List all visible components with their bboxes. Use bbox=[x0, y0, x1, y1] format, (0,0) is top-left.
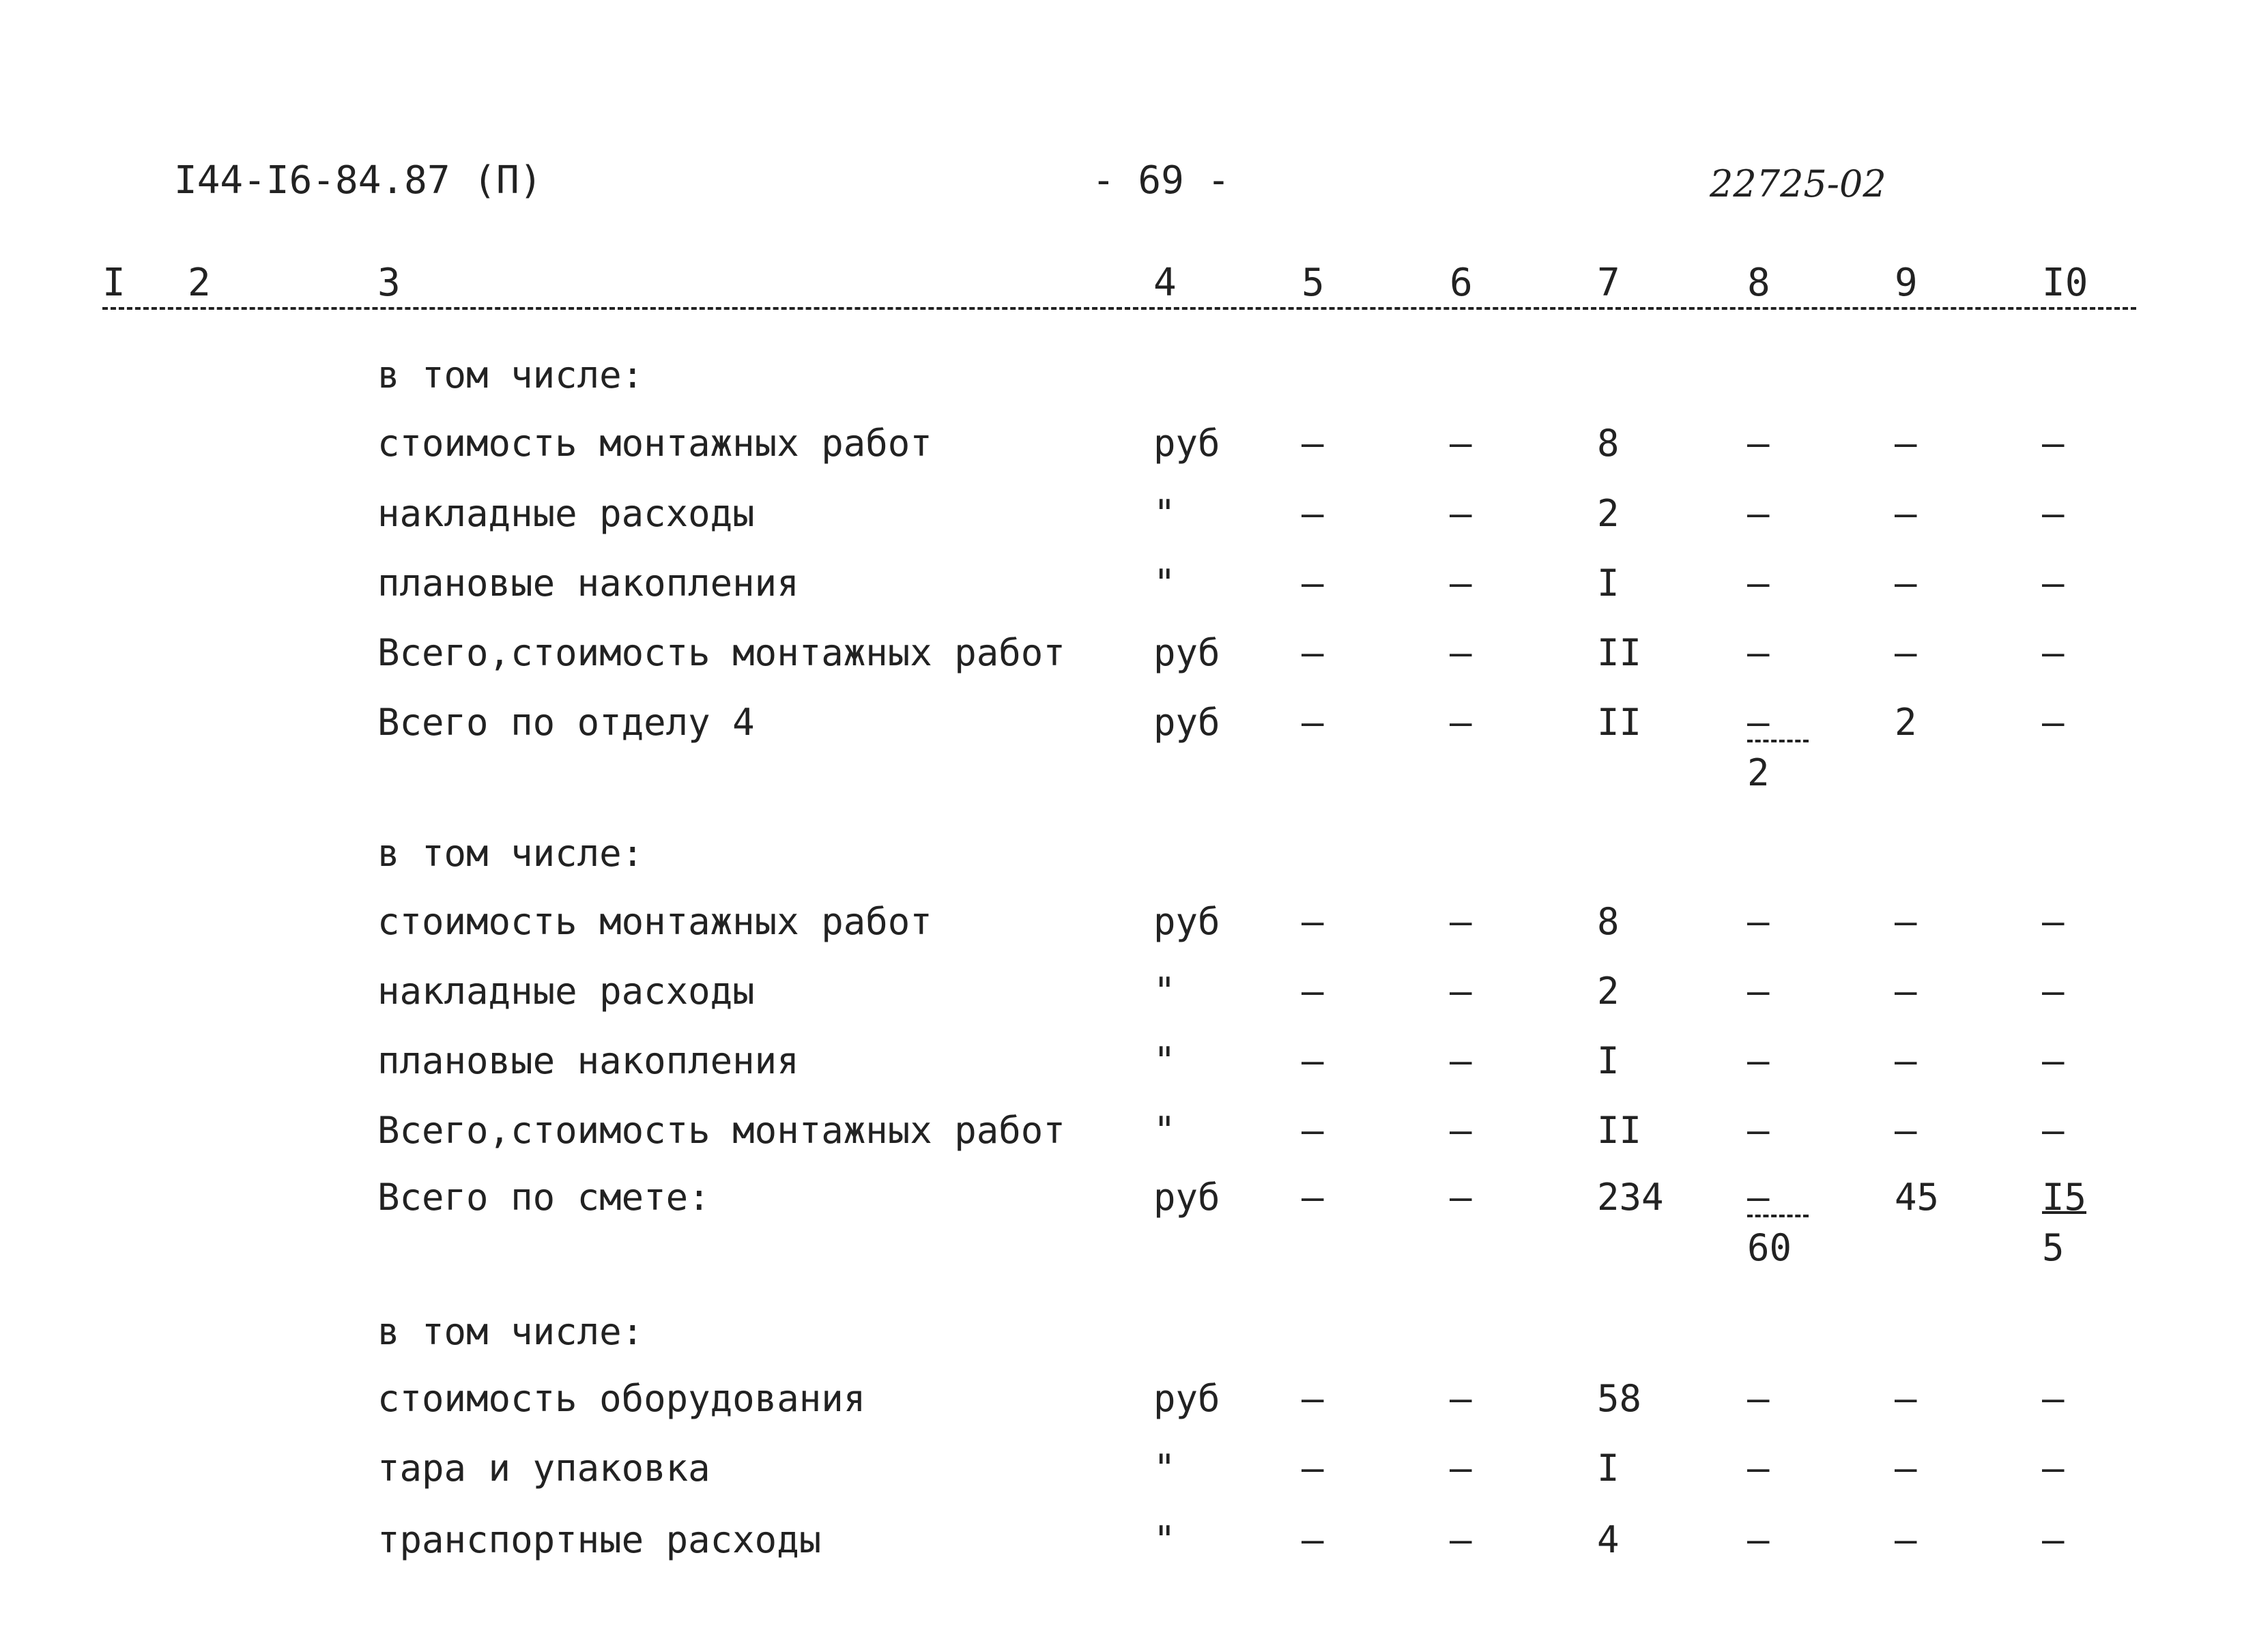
value-text: – bbox=[2042, 631, 2065, 674]
value-text: 234 bbox=[1597, 1176, 1664, 1219]
value-cell-c9 bbox=[1895, 1516, 1917, 1564]
unit-cell: " bbox=[1153, 492, 1176, 535]
value-cell-c5 bbox=[1302, 699, 1324, 747]
value-subtext: 2 bbox=[1747, 751, 1770, 794]
value-text: – bbox=[2042, 1447, 2065, 1490]
value-cell-c10 bbox=[2042, 1037, 2065, 1085]
unit-cell: руб bbox=[1153, 1176, 1220, 1219]
value-cell-c5 bbox=[1302, 1107, 1324, 1155]
value-cell-c6 bbox=[1450, 1037, 1472, 1085]
value-cell-c6 bbox=[1450, 1107, 1472, 1155]
column-header: 8 bbox=[1747, 261, 1770, 305]
table-row bbox=[0, 1516, 2257, 1571]
value-subtext: 60 bbox=[1747, 1226, 1792, 1269]
value-text: – bbox=[1450, 492, 1472, 535]
value-cell-c6 bbox=[1450, 1516, 1472, 1564]
value-text: – bbox=[1450, 562, 1472, 605]
value-text: – bbox=[1450, 1447, 1472, 1490]
table-row bbox=[0, 1037, 2257, 1092]
table-row bbox=[0, 830, 2257, 884]
value-cell-c9 bbox=[1895, 1445, 1917, 1492]
value-cell-c10 bbox=[2042, 1107, 2065, 1155]
value-cell-c8 bbox=[1747, 420, 1770, 467]
value-text: – bbox=[1747, 1180, 1809, 1217]
value-cell-c5 bbox=[1302, 1174, 1324, 1221]
value-text: – bbox=[1302, 900, 1324, 943]
column-header: 9 bbox=[1895, 261, 1918, 305]
value-cell-c7 bbox=[1597, 490, 1620, 538]
value-cell-c6 bbox=[1450, 490, 1472, 538]
value-cell-c6 bbox=[1450, 898, 1472, 946]
value-text: – bbox=[1895, 631, 1917, 674]
value-text: – bbox=[1747, 492, 1770, 535]
value-cell-c7 bbox=[1597, 968, 1620, 1015]
value-cell-c5 bbox=[1302, 968, 1324, 1015]
table-row bbox=[0, 490, 2257, 545]
value-text: II bbox=[1597, 1109, 1642, 1152]
value-text: – bbox=[1895, 492, 1917, 535]
table-row bbox=[0, 1107, 2257, 1161]
value-text: – bbox=[1895, 1039, 1917, 1082]
value-cell-c6 bbox=[1450, 629, 1472, 677]
value-text: 2 bbox=[1597, 492, 1620, 535]
value-text: – bbox=[1895, 562, 1917, 605]
value-text: – bbox=[2042, 970, 2065, 1013]
column-header: 3 bbox=[377, 261, 401, 305]
value-cell-c6 bbox=[1450, 1375, 1472, 1423]
value-text: 45 bbox=[1895, 1176, 1940, 1219]
value-text: – bbox=[1450, 701, 1472, 744]
value-text: – bbox=[1302, 1176, 1324, 1219]
value-cell-c6 bbox=[1450, 1445, 1472, 1492]
value-text: – bbox=[1895, 1447, 1917, 1490]
value-text: – bbox=[1895, 1109, 1917, 1152]
value-text: – bbox=[1747, 1109, 1770, 1152]
value-text: – bbox=[2042, 422, 2065, 465]
value-text: – bbox=[1302, 1377, 1324, 1420]
row-label: Всего по отделу 4 bbox=[377, 701, 755, 744]
value-cell-c7 bbox=[1597, 1516, 1620, 1564]
value-text: – bbox=[1450, 1377, 1472, 1420]
value-text: – bbox=[1747, 562, 1770, 605]
table-row bbox=[0, 1308, 2257, 1363]
value-cell-c9 bbox=[1895, 1107, 1917, 1155]
value-text: II bbox=[1597, 631, 1642, 674]
value-text: I bbox=[1597, 562, 1620, 605]
column-header: I0 bbox=[2042, 261, 2088, 305]
value-cell-c5 bbox=[1302, 560, 1324, 607]
row-label: стоимость оборудования bbox=[377, 1377, 866, 1420]
column-header: I bbox=[102, 261, 126, 305]
unit-cell: " bbox=[1153, 562, 1176, 605]
value-cell-c5 bbox=[1302, 898, 1324, 946]
row-label: плановые накопления bbox=[377, 562, 799, 605]
value-cell-c8 bbox=[1747, 1445, 1770, 1492]
value-cell-c6 bbox=[1450, 968, 1472, 1015]
value-cell-c10 bbox=[2042, 1174, 2087, 1269]
value-cell-c6 bbox=[1450, 699, 1472, 747]
value-text: – bbox=[1302, 492, 1324, 535]
table-row bbox=[0, 560, 2257, 614]
row-label: Всего по смете: bbox=[377, 1176, 710, 1219]
value-cell-c8 bbox=[1747, 560, 1770, 607]
row-label: Всего,стоимость монтажных работ bbox=[377, 1109, 1065, 1152]
value-text: – bbox=[1302, 1518, 1324, 1561]
value-text: 58 bbox=[1597, 1377, 1642, 1420]
value-cell-c7 bbox=[1597, 560, 1620, 607]
value-text: – bbox=[1302, 422, 1324, 465]
value-cell-c5 bbox=[1302, 490, 1324, 538]
value-text: – bbox=[1450, 631, 1472, 674]
value-cell-c7 bbox=[1597, 1174, 1664, 1221]
row-label: Всего,стоимость монтажных работ bbox=[377, 631, 1065, 674]
value-text: – bbox=[1747, 422, 1770, 465]
value-cell-c9 bbox=[1895, 560, 1917, 607]
unit-cell: руб bbox=[1153, 900, 1220, 943]
value-cell-c7 bbox=[1597, 1375, 1641, 1423]
column-header: 6 bbox=[1450, 261, 1473, 305]
value-cell-c10 bbox=[2042, 968, 2065, 1015]
value-cell-c5 bbox=[1302, 1445, 1324, 1492]
value-cell-c5 bbox=[1302, 420, 1324, 467]
unit-cell: " bbox=[1153, 1109, 1176, 1152]
value-text: 4 bbox=[1597, 1518, 1620, 1561]
column-header-row bbox=[102, 259, 2136, 310]
value-cell-c8 bbox=[1747, 490, 1770, 538]
row-label: в том числе: bbox=[377, 1310, 644, 1353]
row-label: в том числе: bbox=[377, 832, 644, 875]
value-cell-c9 bbox=[1895, 490, 1917, 538]
row-label: накладные расходы bbox=[377, 492, 755, 535]
value-cell-c7 bbox=[1597, 420, 1620, 467]
value-cell-c5 bbox=[1302, 1516, 1324, 1564]
value-text: – bbox=[1895, 422, 1917, 465]
value-text: – bbox=[1302, 1109, 1324, 1152]
value-cell-c7 bbox=[1597, 629, 1641, 677]
value-text: – bbox=[1747, 1447, 1770, 1490]
value-text: – bbox=[1747, 1377, 1770, 1420]
value-text: II bbox=[1597, 701, 1642, 744]
value-text: – bbox=[2042, 701, 2065, 744]
unit-cell: " bbox=[1153, 1518, 1176, 1561]
table-row bbox=[0, 351, 2257, 406]
value-text: I bbox=[1597, 1039, 1620, 1082]
value-text: – bbox=[2042, 1039, 2065, 1082]
value-text: – bbox=[1747, 1039, 1770, 1082]
table-row bbox=[0, 420, 2257, 474]
value-cell-c10 bbox=[2042, 1375, 2065, 1423]
row-label: в том числе: bbox=[377, 353, 644, 396]
value-text: 2 bbox=[1895, 701, 1917, 744]
value-text: – bbox=[1747, 1518, 1770, 1561]
unit-cell: руб bbox=[1153, 631, 1220, 674]
value-text: – bbox=[1302, 701, 1324, 744]
value-text: – bbox=[1895, 970, 1917, 1013]
value-text: – bbox=[1747, 900, 1770, 943]
value-cell-c10 bbox=[2042, 699, 2065, 747]
value-text: 8 bbox=[1597, 422, 1620, 465]
value-cell-c8 bbox=[1747, 898, 1770, 946]
value-cell-c9 bbox=[1895, 898, 1917, 946]
document-code: I44-I6-84.87 (П) bbox=[174, 158, 543, 203]
value-cell-c8 bbox=[1747, 629, 1770, 677]
value-text: I bbox=[1597, 1447, 1620, 1490]
value-cell-c10 bbox=[2042, 1445, 2065, 1492]
table-row bbox=[0, 1375, 2257, 1430]
value-text: – bbox=[1450, 970, 1472, 1013]
value-cell-c7 bbox=[1597, 898, 1620, 946]
value-cell-c10 bbox=[2042, 560, 2065, 607]
value-cell-c6 bbox=[1450, 420, 1472, 467]
value-text: – bbox=[1302, 970, 1324, 1013]
value-cell-c9 bbox=[1895, 420, 1917, 467]
row-label: транспортные расходы bbox=[377, 1518, 822, 1561]
value-cell-c7 bbox=[1597, 1107, 1641, 1155]
value-cell-c8 bbox=[1747, 699, 1809, 794]
value-cell-c7 bbox=[1597, 1037, 1620, 1085]
value-cell-c8 bbox=[1747, 1174, 1809, 1269]
value-cell-c10 bbox=[2042, 629, 2065, 677]
column-header: 5 bbox=[1302, 261, 1325, 305]
value-text: – bbox=[1302, 562, 1324, 605]
value-text: – bbox=[2042, 492, 2065, 535]
value-cell-c5 bbox=[1302, 1375, 1324, 1423]
value-cell-c8 bbox=[1747, 1516, 1770, 1564]
value-text: – bbox=[1302, 631, 1324, 674]
value-cell-c9 bbox=[1895, 1037, 1917, 1085]
unit-cell: руб bbox=[1153, 422, 1220, 465]
row-label: плановые накопления bbox=[377, 1039, 799, 1082]
unit-cell: " bbox=[1153, 970, 1176, 1013]
value-cell-c8 bbox=[1747, 1107, 1770, 1155]
row-label: стоимость монтажных работ bbox=[377, 422, 932, 465]
value-cell-c7 bbox=[1597, 1445, 1620, 1492]
value-cell-c7 bbox=[1597, 699, 1641, 747]
sheet-number: 22725-02 bbox=[1710, 162, 1886, 205]
table-row bbox=[0, 699, 2257, 794]
row-label: стоимость монтажных работ bbox=[377, 900, 932, 943]
unit-cell: руб bbox=[1153, 1377, 1220, 1420]
value-cell-c9 bbox=[1895, 629, 1917, 677]
value-cell-c10 bbox=[2042, 1516, 2065, 1564]
value-cell-c8 bbox=[1747, 1037, 1770, 1085]
table-row bbox=[0, 968, 2257, 1022]
value-text: – bbox=[1450, 422, 1472, 465]
value-text: 2 bbox=[1597, 970, 1620, 1013]
value-cell-c9 bbox=[1895, 1174, 1939, 1221]
value-cell-c8 bbox=[1747, 1375, 1770, 1423]
value-cell-c10 bbox=[2042, 898, 2065, 946]
table-row bbox=[0, 1445, 2257, 1499]
value-cell-c10 bbox=[2042, 420, 2065, 467]
value-text: – bbox=[1895, 1377, 1917, 1420]
value-text: 8 bbox=[1597, 900, 1620, 943]
column-header: 4 bbox=[1153, 261, 1177, 305]
table-row bbox=[0, 898, 2257, 953]
value-text: – bbox=[1895, 1518, 1917, 1561]
value-text: – bbox=[2042, 1377, 2065, 1420]
value-text: – bbox=[2042, 562, 2065, 605]
value-cell-c6 bbox=[1450, 1174, 1472, 1221]
value-text: – bbox=[1450, 1176, 1472, 1219]
value-text: – bbox=[1747, 970, 1770, 1013]
value-cell-c5 bbox=[1302, 1037, 1324, 1085]
value-text: – bbox=[1302, 1447, 1324, 1490]
column-header: 2 bbox=[188, 261, 211, 305]
value-cell-c10 bbox=[2042, 490, 2065, 538]
value-text: – bbox=[1895, 900, 1917, 943]
value-cell-c9 bbox=[1895, 968, 1917, 1015]
unit-cell: " bbox=[1153, 1039, 1176, 1082]
value-text: – bbox=[1747, 631, 1770, 674]
column-header: 7 bbox=[1597, 261, 1620, 305]
value-text: – bbox=[1450, 1039, 1472, 1082]
value-cell-c6 bbox=[1450, 560, 1472, 607]
value-text: – bbox=[2042, 1518, 2065, 1561]
value-text: – bbox=[1450, 1109, 1472, 1152]
value-cell-c9 bbox=[1895, 1375, 1917, 1423]
row-label: накладные расходы bbox=[377, 970, 755, 1013]
value-text: – bbox=[1302, 1039, 1324, 1082]
value-text: – bbox=[2042, 1109, 2065, 1152]
value-text: – bbox=[1747, 706, 1809, 742]
unit-cell: " bbox=[1153, 1447, 1176, 1490]
value-text: – bbox=[1450, 900, 1472, 943]
value-subtext: 5 bbox=[2042, 1226, 2065, 1269]
value-text: I5 bbox=[2042, 1176, 2087, 1219]
value-cell-c9 bbox=[1895, 699, 1917, 747]
table-row bbox=[0, 1174, 2257, 1269]
value-text: – bbox=[1450, 1518, 1472, 1561]
row-label: тара и упаковка bbox=[377, 1447, 710, 1490]
unit-cell: руб bbox=[1153, 701, 1220, 744]
table-row bbox=[0, 629, 2257, 684]
value-cell-c5 bbox=[1302, 629, 1324, 677]
page-number: - 69 - bbox=[1092, 158, 1231, 203]
value-text: – bbox=[2042, 900, 2065, 943]
value-cell-c8 bbox=[1747, 968, 1770, 1015]
